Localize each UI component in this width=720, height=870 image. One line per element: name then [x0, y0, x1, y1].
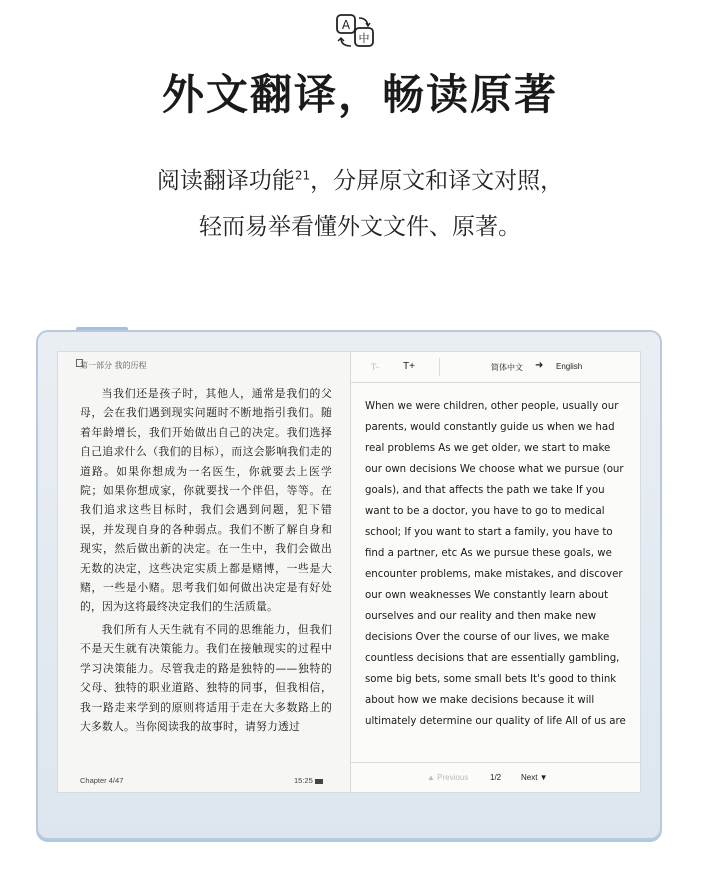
source-language[interactable]: 简体中文 — [491, 363, 523, 372]
battery-icon — [315, 779, 323, 784]
subtitle-line-1: 阅读翻译功能$^{21}$，分屏原文和译文对照， — [156, 168, 564, 194]
chinese-paragraph: 当我们还是孩子时，其他人，通常是我们的父母，会在我们遇到现实问题时不断地指引我们。随着年龄增长，我们开始做出自己的决定。我们选择自己追求什么（我们的目标），而这会影响我们走的道路。如果你想成为一名医生，你就要去上医学院；如果你想成家，你就要找一个伴侣，等等。在我们追求这些目标时，我们会遇到问题，犯下错误，并发现自身的各种弱点。我们不断了解自身和现实，然后做出新的决定。在一生中，我们会做出无数的决定，这些决定实质上都是赌博，一些是大赌，一些是小赌。思考我们如何做出决定是有好处的，因为这将最终决定我们的生活质量。 — [80, 387, 332, 614]
translation-line: ultimately determine our quality of life All of us are — [365, 716, 626, 727]
translation-line: parents, would constantly guide us when we had — [365, 422, 615, 433]
subtitle-line-2: 轻而易举看懂外文文件、原著。 — [199, 214, 521, 240]
original-text-pane — [58, 352, 350, 792]
svg-text:A: A — [341, 18, 351, 32]
translation-line: decisions Over the course of our lives, we make — [365, 632, 610, 643]
chapter-indicator: Chapter 4/47 — [80, 776, 124, 785]
translation-line: want to be a doctor, you have to go to medical — [365, 506, 605, 517]
breadcrumb: 第一部分 我的历程 — [80, 361, 147, 370]
translation-line: our own decisions We choose what we pursue (our — [365, 464, 624, 475]
translate-icon — [335, 12, 379, 52]
chinese-paragraph: 我们所有人天生就有不同的思维能力，但我们不是天生就有决策能力。我们在接触现实的过程中学习决策能力。尽管我走的路是独特的——独特的父母、独特的职业道路、独特的同事，但我相信，我一路走来学到的原则将适用于走在大多数路上的大多数人。当你阅读我的故事时，请努力透过 — [80, 622, 332, 733]
next-button[interactable]: Next ▼ — [521, 773, 548, 782]
translation-line: our own weaknesses We constantly learn about — [365, 590, 609, 601]
page-headline: 外文翻译，畅读原著 — [161, 70, 558, 119]
translation-line: ourselves and our reality and then make new — [365, 611, 597, 622]
translation-line: find a partner, etc As we pursue these goals, we — [365, 548, 612, 559]
translation-line: about how we make decisions because it will — [365, 695, 595, 706]
footnote-ref: 21 — [294, 168, 311, 183]
font-larger-button[interactable]: T+ — [403, 361, 415, 372]
page-indicator: 1/2 — [490, 773, 502, 782]
translation-line: countless decisions that are essentially gambling, — [365, 653, 620, 664]
status-time: 15:25 — [294, 776, 323, 785]
arrow-right-icon: ➜ — [535, 360, 544, 371]
translation-toolbar — [351, 352, 640, 383]
translation-line: goals), and that affects the path we take If you — [365, 485, 605, 496]
translation-pane — [351, 352, 640, 792]
svg-text:中: 中 — [358, 32, 370, 45]
toolbar-separator — [439, 358, 440, 376]
translation-line: some big bets, some small bets It's good to think — [365, 674, 617, 685]
reader-screen — [58, 352, 640, 792]
translation-line: real problems As we get older, we start to make — [365, 443, 611, 454]
target-language[interactable]: English — [556, 362, 583, 371]
chinese-text — [80, 384, 332, 736]
translation-line: When we were children, other people, usually our — [365, 401, 619, 412]
previous-button[interactable]: ▲ Previous — [427, 773, 469, 782]
pagination — [351, 762, 640, 793]
translation-line: encounter problems, make mistakes, and discover — [365, 569, 623, 580]
english-translation — [365, 396, 633, 732]
translation-line: school; If you want to start a family, you have to — [365, 527, 613, 538]
font-smaller-button[interactable]: T- — [371, 362, 379, 372]
